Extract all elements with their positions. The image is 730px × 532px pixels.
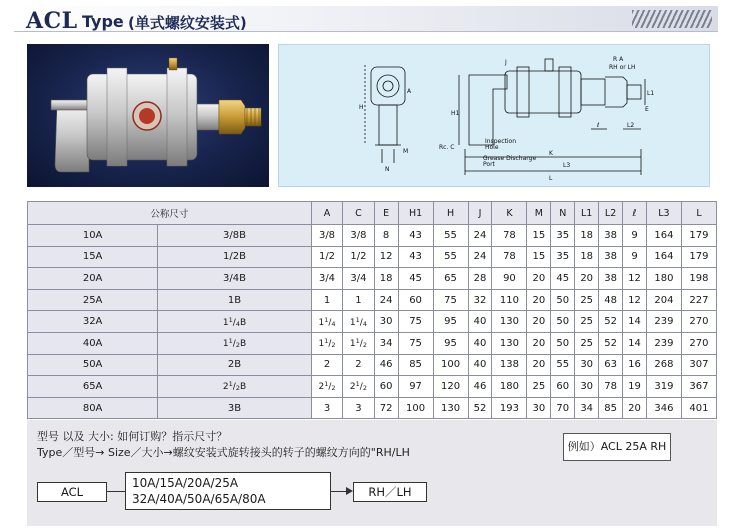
dimension-drawing-svg — [279, 45, 711, 188]
cell-e: 30 — [374, 311, 398, 333]
table-row — [28, 225, 717, 247]
cell-m: 20 — [527, 311, 551, 333]
cell-ell: 14 — [623, 332, 647, 354]
cell-l2: 38 — [599, 268, 623, 290]
label-rc: Rc. C — [439, 144, 455, 151]
size-a-cell: 32A — [28, 311, 158, 333]
size-a-cell: 10A — [28, 225, 158, 247]
cell-l2: 52 — [599, 332, 623, 354]
cell-l2: 48 — [599, 289, 623, 311]
size-b-cell: $1^1/_4B$ — [158, 311, 312, 333]
cell-l2: 78 — [599, 376, 623, 398]
cell-h: 120 — [433, 376, 468, 398]
table-row — [28, 311, 717, 333]
cell-l3: 164 — [646, 246, 681, 268]
cell-c: 3/8 — [343, 225, 374, 247]
col-l-header: L — [681, 202, 716, 225]
size-a-cell: 65A — [28, 376, 158, 398]
cell-h1: 100 — [398, 397, 433, 419]
cell-e: 8 — [374, 225, 398, 247]
col-m-header: M — [527, 202, 551, 225]
cell-ell: 19 — [623, 376, 647, 398]
cell-l: 270 — [681, 332, 716, 354]
label-ell: ℓ — [597, 122, 600, 129]
label-grease-2: Port — [483, 161, 495, 168]
col-j-header: J — [468, 202, 492, 225]
col-a-header: A — [311, 202, 342, 225]
cell-l: 401 — [681, 397, 716, 419]
cell-n: 55 — [551, 354, 575, 376]
table-row — [28, 268, 717, 290]
cell-c: $2^1/_2$ — [343, 376, 374, 398]
cell-n: 50 — [551, 332, 575, 354]
size-b-cell: $2^1/_2B$ — [158, 376, 312, 398]
cell-l1: 18 — [575, 225, 599, 247]
size-a-cell: 20A — [28, 268, 158, 290]
cell-l3: 180 — [646, 268, 681, 290]
cell-j: 40 — [468, 354, 492, 376]
cell-j: 24 — [468, 225, 492, 247]
cell-h: 55 — [433, 246, 468, 268]
title-type-label: Type — [82, 12, 124, 31]
cell-h: 75 — [433, 289, 468, 311]
label-grease-1: Grease Discharge — [483, 155, 537, 162]
cell-ell: 20 — [623, 397, 647, 419]
cell-l2: 38 — [599, 246, 623, 268]
cell-l: 367 — [681, 376, 716, 398]
cell-l1: 30 — [575, 376, 599, 398]
arrow-right-icon — [346, 487, 353, 495]
cell-l3: 204 — [646, 289, 681, 311]
cell-l: 198 — [681, 268, 716, 290]
cell-k: 90 — [492, 268, 527, 290]
size-b-cell: 3/4B — [158, 268, 312, 290]
cell-l: 307 — [681, 354, 716, 376]
cell-ell: 9 — [623, 246, 647, 268]
table-row — [28, 332, 717, 354]
dimension-drawing — [278, 44, 710, 187]
cell-ell: 12 — [623, 268, 647, 290]
cell-j: 40 — [468, 311, 492, 333]
cell-e: 34 — [374, 332, 398, 354]
cell-j: 52 — [468, 397, 492, 419]
cell-l3: 268 — [646, 354, 681, 376]
cell-l: 270 — [681, 311, 716, 333]
arrow-line — [331, 491, 347, 492]
cell-h1: 43 — [398, 246, 433, 268]
cell-m: 15 — [527, 246, 551, 268]
cell-h: 65 — [433, 268, 468, 290]
model-box: ACL — [37, 482, 107, 502]
size-b-cell: 2B — [158, 354, 312, 376]
cell-k: 130 — [492, 311, 527, 333]
cell-m: 20 — [527, 268, 551, 290]
size-a-cell: 50A — [28, 354, 158, 376]
cell-ell: 9 — [623, 225, 647, 247]
rotary-joint-illustration — [27, 44, 269, 187]
label-inspection-1: Inspection — [485, 138, 516, 145]
page-title: ACL — [26, 8, 78, 34]
size-b-cell: 1B — [158, 289, 312, 311]
cell-e: 24 — [374, 289, 398, 311]
cell-c: $1^1/_2$ — [343, 332, 374, 354]
cell-n: 35 — [551, 225, 575, 247]
cell-n: 45 — [551, 268, 575, 290]
cell-m: 20 — [527, 332, 551, 354]
cell-l3: 239 — [646, 332, 681, 354]
label-m: M — [403, 148, 409, 155]
cell-j: 32 — [468, 289, 492, 311]
table-row — [28, 376, 717, 398]
cell-n: 50 — [551, 289, 575, 311]
col-n-header: N — [551, 202, 575, 225]
cell-h: 95 — [433, 311, 468, 333]
cell-k: 180 — [492, 376, 527, 398]
cell-e: 18 — [374, 268, 398, 290]
cell-c: 2 — [343, 354, 374, 376]
col-ell-header: ℓ — [623, 202, 647, 225]
cell-a: $2^1/_2$ — [311, 376, 342, 398]
label-e: E — [645, 106, 649, 113]
cell-h1: 45 — [398, 268, 433, 290]
ordering-question: 型号 以及 大小: 如何订购？指示尺寸？ — [37, 430, 228, 443]
label-rh-lh: RH or LH — [609, 64, 636, 71]
cell-l1: 20 — [575, 268, 599, 290]
cell-h: 95 — [433, 332, 468, 354]
cell-m: 20 — [527, 354, 551, 376]
cell-ell: 12 — [623, 289, 647, 311]
cell-c: 3/4 — [343, 268, 374, 290]
cell-c: 1 — [343, 289, 374, 311]
cell-n: 60 — [551, 376, 575, 398]
cell-h1: 97 — [398, 376, 433, 398]
col-l3-header: L3 — [646, 202, 681, 225]
cell-a: $1^1/_4$ — [311, 311, 342, 333]
cell-j: 40 — [468, 332, 492, 354]
label-n: N — [385, 166, 390, 173]
cell-l3: 164 — [646, 225, 681, 247]
cell-k: 110 — [492, 289, 527, 311]
cell-h: 55 — [433, 225, 468, 247]
col-h-header: H — [433, 202, 468, 225]
size-b-cell: 3/8B — [158, 225, 312, 247]
table-row — [28, 289, 717, 311]
cell-l1: 34 — [575, 397, 599, 419]
label-l1: L1 — [647, 90, 655, 97]
size-a-cell: 80A — [28, 397, 158, 419]
cell-k: 78 — [492, 225, 527, 247]
decorative-stripes — [632, 10, 712, 28]
cell-j: 24 — [468, 246, 492, 268]
cell-l: 179 — [681, 225, 716, 247]
ordering-explanation: Type／型号→ Size／大小→螺纹安装式旋转接头的转子的螺纹方向的"RH/LH — [37, 446, 410, 459]
cell-l1: 25 — [575, 311, 599, 333]
cell-l1: 25 — [575, 332, 599, 354]
cell-a: $1^1/_2$ — [311, 332, 342, 354]
cell-k: 193 — [492, 397, 527, 419]
size-options-line-2: 32A/40A/50A/65A/80A — [132, 492, 266, 506]
cell-h1: 75 — [398, 311, 433, 333]
cell-m: 30 — [527, 397, 551, 419]
label-a: A — [407, 88, 412, 95]
cell-l1: 30 — [575, 354, 599, 376]
size-header: 公称尺寸 — [28, 202, 312, 225]
label-l3: L3 — [563, 162, 571, 169]
cell-k: 130 — [492, 332, 527, 354]
label-inspection-2: Hole — [485, 144, 499, 151]
size-a-cell: 40A — [28, 332, 158, 354]
cell-l2: 52 — [599, 311, 623, 333]
cell-c: $1^1/_4$ — [343, 311, 374, 333]
cell-l3: 346 — [646, 397, 681, 419]
product-photo — [27, 44, 269, 187]
ordering-panel — [27, 420, 717, 526]
cell-l: 179 — [681, 246, 716, 268]
thread-direction-box: RH／LH — [353, 482, 427, 502]
table-row — [28, 246, 717, 268]
cell-e: 46 — [374, 354, 398, 376]
col-l2-header: L2 — [599, 202, 623, 225]
cell-c: 3 — [343, 397, 374, 419]
cell-ell: 16 — [623, 354, 647, 376]
cell-n: 70 — [551, 397, 575, 419]
col-l1-header: L1 — [575, 202, 599, 225]
label-h: H — [359, 104, 364, 111]
cell-l3: 319 — [646, 376, 681, 398]
cell-e: 12 — [374, 246, 398, 268]
size-options-box — [125, 472, 331, 510]
table-row — [28, 354, 717, 376]
label-h1: H1 — [451, 110, 460, 117]
cell-l3: 239 — [646, 311, 681, 333]
size-b-cell: 1/2B — [158, 246, 312, 268]
cell-c: 1/2 — [343, 246, 374, 268]
cell-a: 1 — [311, 289, 342, 311]
cell-h1: 43 — [398, 225, 433, 247]
cell-m: 15 — [527, 225, 551, 247]
cell-ell: 14 — [623, 311, 647, 333]
col-e-header: E — [374, 202, 398, 225]
size-b-cell: $1^1/_2B$ — [158, 332, 312, 354]
cell-h1: 60 — [398, 289, 433, 311]
size-b-cell: 3B — [158, 397, 312, 419]
label-l: L — [549, 175, 553, 182]
cell-a: 1/2 — [311, 246, 342, 268]
label-k: K — [549, 150, 553, 157]
table-header-row — [28, 202, 717, 225]
example-box: 例如）ACL 25A RH — [563, 433, 671, 461]
label-j: J — [505, 59, 507, 66]
cell-m: 20 — [527, 289, 551, 311]
page-subtitle: (单式螺纹安装式) — [128, 14, 247, 32]
col-h1-header: H1 — [398, 202, 433, 225]
size-a-cell: 15A — [28, 246, 158, 268]
table-row — [28, 397, 717, 419]
cell-e: 60 — [374, 376, 398, 398]
cell-m: 25 — [527, 376, 551, 398]
label-l2: L2 — [627, 122, 635, 129]
cell-a: 3/4 — [311, 268, 342, 290]
cell-l2: 85 — [599, 397, 623, 419]
cell-n: 35 — [551, 246, 575, 268]
cell-h: 100 — [433, 354, 468, 376]
size-a-cell: 25A — [28, 289, 158, 311]
cell-l1: 18 — [575, 246, 599, 268]
cell-a: 2 — [311, 354, 342, 376]
size-options-line-1: 10A/15A/20A/25A — [132, 476, 239, 490]
label-ra: R A — [613, 56, 624, 63]
cell-l1: 25 — [575, 289, 599, 311]
cell-j: 28 — [468, 268, 492, 290]
page-header — [0, 6, 730, 36]
dimension-table — [27, 201, 717, 419]
cell-k: 138 — [492, 354, 527, 376]
cell-k: 78 — [492, 246, 527, 268]
cell-h: 130 — [433, 397, 468, 419]
cell-n: 50 — [551, 311, 575, 333]
col-c-header: C — [343, 202, 374, 225]
col-k-header: K — [492, 202, 527, 225]
cell-j: 46 — [468, 376, 492, 398]
cell-a: 3/8 — [311, 225, 342, 247]
cell-l: 227 — [681, 289, 716, 311]
cell-h1: 85 — [398, 354, 433, 376]
cell-h1: 75 — [398, 332, 433, 354]
cell-e: 72 — [374, 397, 398, 419]
cell-l2: 38 — [599, 225, 623, 247]
connector-line — [107, 491, 125, 492]
cell-l2: 63 — [599, 354, 623, 376]
cell-a: 3 — [311, 397, 342, 419]
